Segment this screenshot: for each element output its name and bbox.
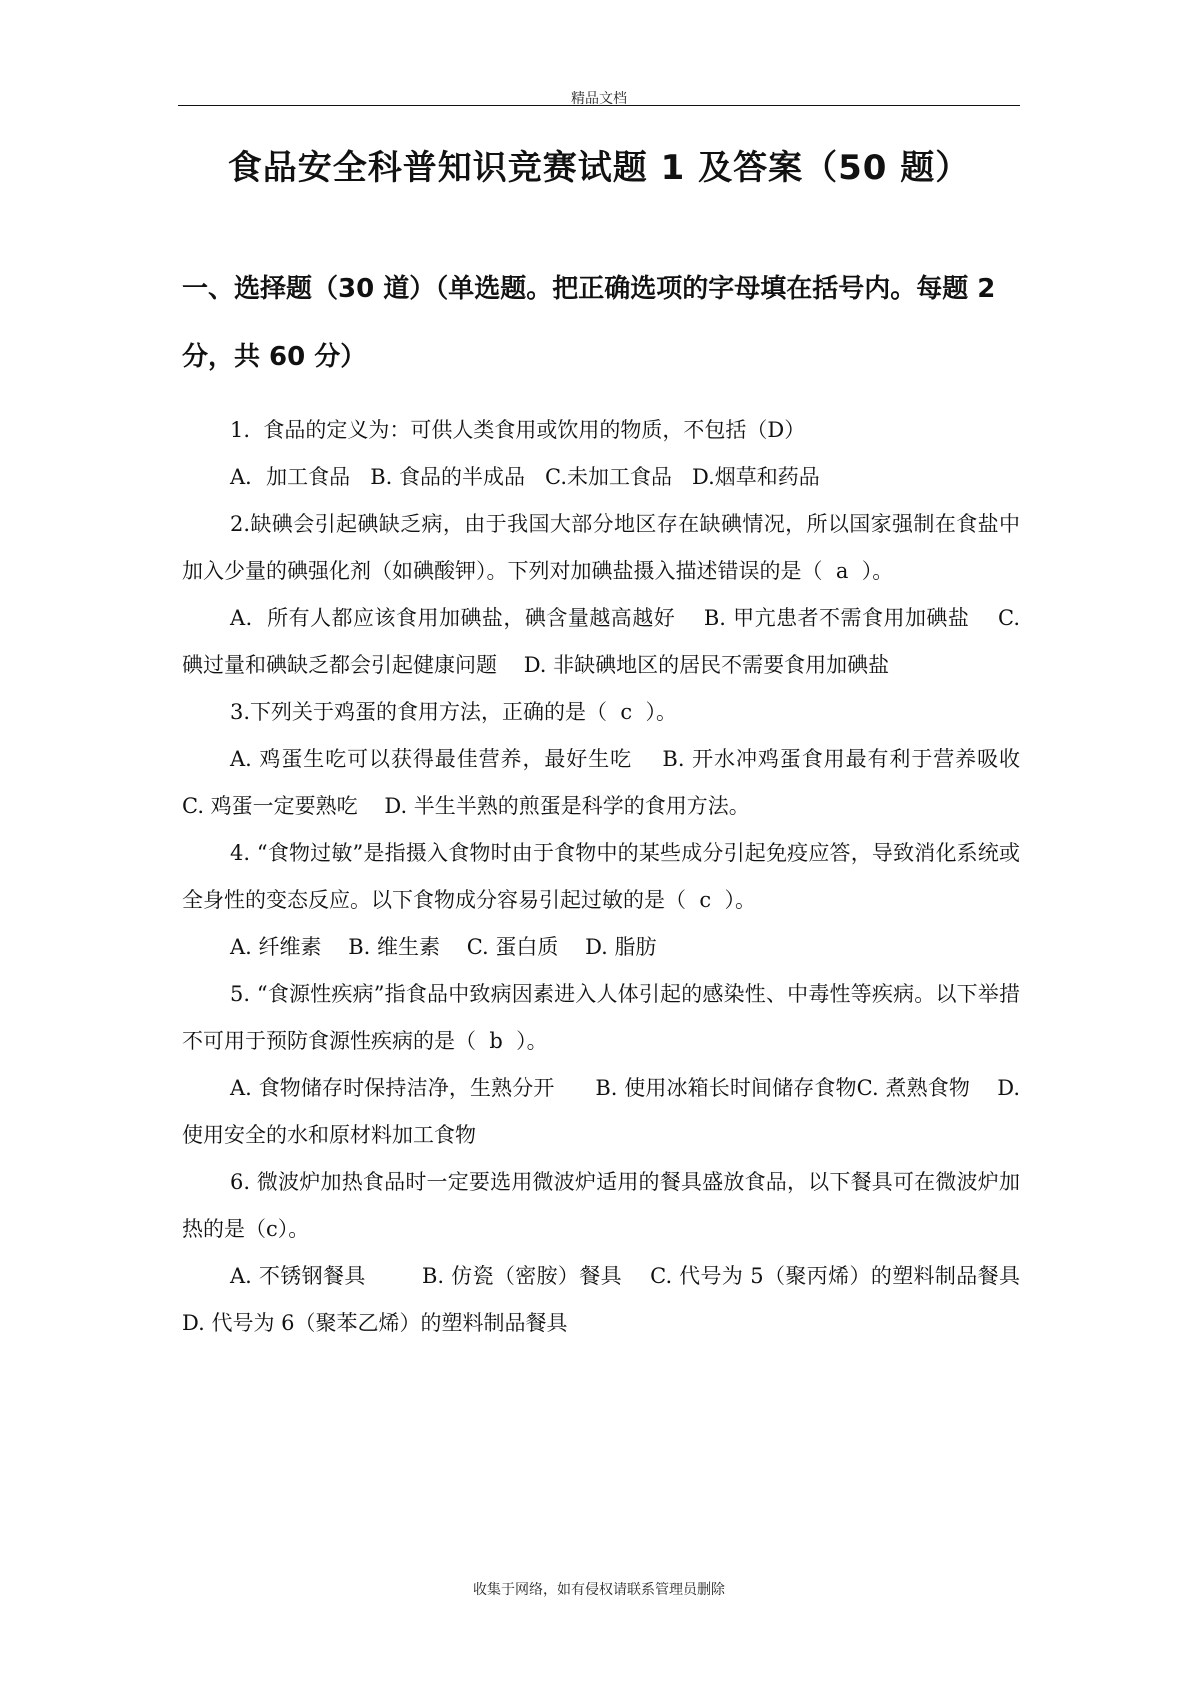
- document-title: 食品安全科普知识竞赛试题 1 及答案（50 题）: [227, 148, 971, 188]
- question-3-options: A. 鸡蛋生吃可以获得最佳营养，最好生吃 B. 开水冲鸡蛋食用最有利于营养吸收 C. 鸡蛋一定要熟吃 D. 半生半熟的煎蛋是科学的食用方法。: [182, 747, 1047, 818]
- page-footer: 收集于网络，如有侵权请联系管理员删除: [473, 1582, 725, 1598]
- question-list: [182, 407, 1047, 1347]
- question-2-options: A．所有人都应该食用加碘盐，碘含量越高越好 B. 甲亢患者不需食用加碘盐 C. 碘过量和碘缺乏都会引起健康问题 D. 非缺碘地区的居民不需要食用加碘盐: [182, 606, 1027, 677]
- question-3: 3.下列关于鸡蛋的食用方法，正确的是（ c ）。: [230, 700, 677, 724]
- question-5: 5. “食源性疾病”指食品中致病因素进入人体引起的感染性、中毒性等疾病。以下举措不可用于预防食源性疾病的是（ b ）。: [182, 982, 1020, 1053]
- question-1: 1. 食品的定义为：可供人类食用或饮用的物质，不包括（D）: [230, 418, 806, 442]
- question-2: 2.缺碘会引起碘缺乏病，由于我国大部分地区存在缺碘情况，所以国家强制在食盐中加入少量的碘强化剂（如碘酸钾）。下列对加碘盐摄入描述错误的是（ a ）。: [182, 512, 1020, 583]
- section-heading: 一、选择题（30 道）（单选题。把正确选项的字母填在括号内。每题 2 分，共 60 分）: [182, 274, 996, 372]
- question-6: 6. 微波炉加热食品时一定要选用微波炉适用的餐具盛放食品，以下餐具可在微波炉加热的是（c）。: [182, 1170, 1020, 1241]
- page-header: 精品文档: [571, 91, 627, 107]
- question-6-options: A. 不锈钢餐具 B. 仿瓷（密胺）餐具 C. 代号为 5（聚丙烯）的塑料制品餐具 D. 代号为 6（聚苯乙烯）的塑料制品餐具: [182, 1264, 1034, 1335]
- header-divider: [178, 105, 1020, 106]
- question-1-options: A．加工食品 B. 食品的半成品 C.未加工食品 D.烟草和药品: [230, 465, 820, 489]
- question-5-options: A. 食物储存时保持洁净，生熟分开 B. 使用冰箱长时间储存食物C. 煮熟食物 D. 使用安全的水和原材料加工食物: [182, 1076, 1027, 1147]
- question-4: 4. “食物过敏”是指摄入食物时由于食物中的某些成分引起免疫应答，导致消化系统或全身性的变态反应。以下食物成分容易引起过敏的是（ c ）。: [182, 841, 1020, 912]
- question-4-options: A. 纤维素 B. 维生素 C. 蛋白质 D. 脂肪: [230, 935, 657, 959]
